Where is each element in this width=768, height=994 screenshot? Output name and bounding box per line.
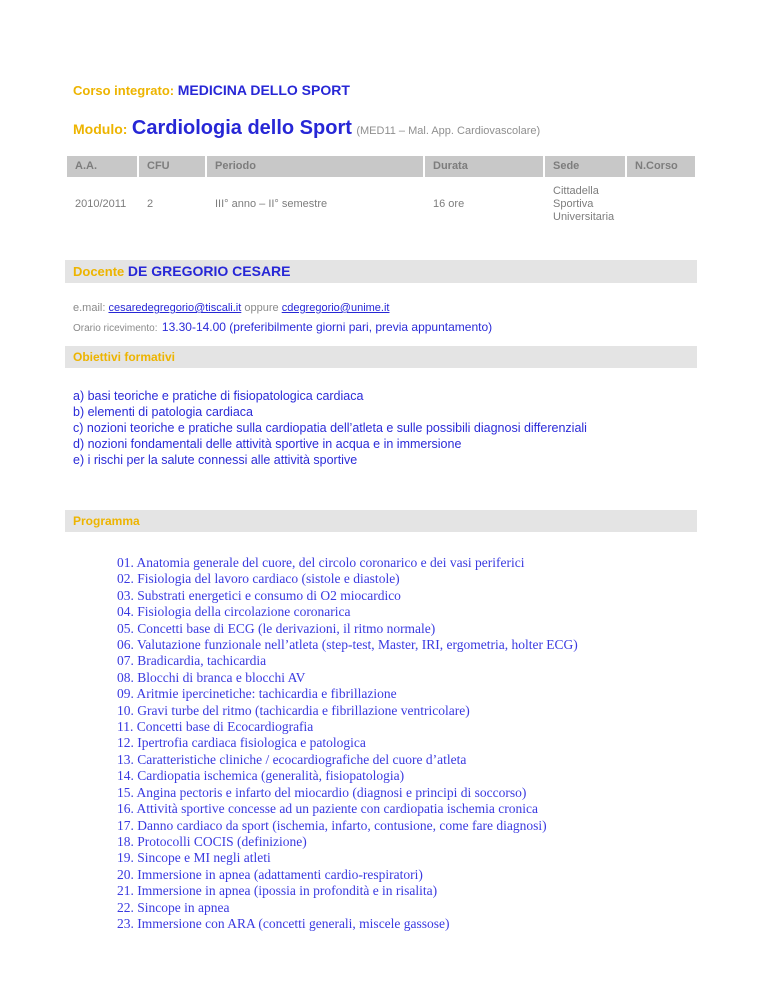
program-item: 13. Caratteristiche cliniche / ecocardiografiche del cuore d’atleta (117, 751, 467, 767)
module-heading (73, 115, 697, 144)
column-header-sede: Sede (545, 156, 625, 177)
program-item: 06. Valutazione funzionale nell’atleta (step-test, Master, IRI, ergometria, holter ECG) (117, 637, 578, 653)
program-item: 05. Concetti base di ECG (le derivazioni, il ritmo normale) (117, 620, 436, 636)
cell-sede: Cittadella Sportiva Universitaria (545, 179, 625, 230)
objective-item: d) nozioni fondamentali delle attività sportive in acqua e in immersione (73, 437, 462, 451)
office-hours-label: Orario ricevimento: (73, 323, 158, 334)
program-item: 11. Concetti base di Ecocardiografia (117, 719, 314, 735)
column-header-durata: Durata (425, 156, 543, 177)
cell-periodo: III° anno – II° semestre (207, 179, 423, 230)
objective-item: b) elementi di patologia cardiaca (73, 405, 253, 419)
table-header-row (67, 156, 695, 177)
module-label: Modulo: (73, 121, 128, 137)
program-item: 20. Immersione in apnea (adattamenti cardio-respiratori) (117, 866, 423, 882)
objective-item: e) i rischi per la salute connessi alle attività sportive (73, 453, 358, 467)
program-item: 01. Anatomia generale del cuore, del circolo coronarico e dei vasi periferici (117, 555, 525, 570)
email-label: e.mail: (73, 302, 106, 314)
office-hours-line (73, 319, 697, 336)
docente-section-bar (65, 260, 697, 283)
program-item: 18. Protocolli COCIS (definizione) (117, 833, 307, 849)
program-item: 02. Fisiologia del lavoro cardiaco (sistole e diastole) (117, 571, 400, 587)
email-line (73, 301, 697, 316)
program-item: 16. Attività sportive concesse ad un paziente con cardiopatia ischemia cronica (117, 801, 538, 817)
program-item: 08. Blocchi di branca e blocchi AV (117, 669, 306, 685)
program-item: 04. Fisiologia della circolazione coronarica (117, 604, 351, 620)
email-link-primary[interactable]: cesaredegregorio@tiscali.it (108, 302, 242, 314)
program-item: 22. Sincope in apnea (117, 899, 230, 915)
obiettivi-section-bar: Obiettivi formativi (65, 346, 697, 368)
program-item: 17. Danno cardiaco da sport (ischemia, infarto, contusione, come fare diagnosi) (117, 817, 547, 833)
program-list (65, 555, 697, 932)
programma-section-bar: Programma (65, 510, 697, 532)
program-item: 10. Gravi turbe del ritmo (tachicardia e fibrillazione ventricolare) (117, 702, 470, 718)
course-info-table (65, 154, 697, 232)
office-hours-value: 13.30-14.00 (preferibilmente giorni pari, previa appuntamento) (161, 320, 493, 334)
program-item: 21. Immersione in apnea (ipossia in profondità e in risalita) (117, 883, 438, 899)
column-header-periodo: Periodo (207, 156, 423, 177)
program-item: 07. Bradicardia, tachicardia (117, 653, 267, 669)
program-item: 03. Substrati energetici e consumo di O2 miocardico (117, 587, 401, 603)
module-code: (MED11 – Mal. App. Cardiovascolare) (356, 125, 541, 137)
objectives-list (73, 388, 697, 468)
course-heading (73, 82, 697, 99)
table-row (67, 179, 695, 230)
cell-cfu: 2 (139, 179, 205, 230)
module-title: Cardiologia dello Sport (131, 117, 352, 139)
column-header-aa: A.A. (67, 156, 137, 177)
email-separator: oppure (244, 302, 279, 314)
cell-durata: 16 ore (425, 179, 543, 230)
program-item: 19. Sincope e MI negli atleti (117, 850, 271, 866)
cell-aa: 2010/2011 (67, 179, 137, 230)
email-link-secondary[interactable]: cdegregorio@unime.it (281, 302, 390, 314)
course-title: MEDICINA DELLO SPORT (177, 82, 350, 98)
objective-item: c) nozioni teoriche e pratiche sulla cardiopatia dell’atleta e sulle possibili diagnosi differenziali (73, 421, 587, 435)
program-item: 23. Immersione con ARA (concetti generali, miscele gassose) (117, 915, 450, 931)
docente-name: DE GREGORIO CESARE (127, 263, 291, 279)
program-item: 14. Cardiopatia ischemica (generalità, fisiopatologia) (117, 768, 405, 784)
program-item: 15. Angina pectoris e infarto del miocardio (diagnosi e principi di soccorso) (117, 784, 527, 800)
docente-label: Docente (73, 264, 125, 279)
objective-item: a) basi teoriche e pratiche di fisiopatologica cardiaca (73, 389, 364, 403)
program-item: 12. Ipertrofia cardiaca fisiologica e patologica (117, 735, 366, 751)
course-label: Corso integrato: (73, 83, 175, 98)
column-header-ncorso: N.Corso (627, 156, 695, 177)
cell-ncorso (627, 179, 695, 230)
column-header-cfu: CFU (139, 156, 205, 177)
program-item: 09. Aritmie ipercinetiche: tachicardia e fibrillazione (117, 686, 397, 702)
